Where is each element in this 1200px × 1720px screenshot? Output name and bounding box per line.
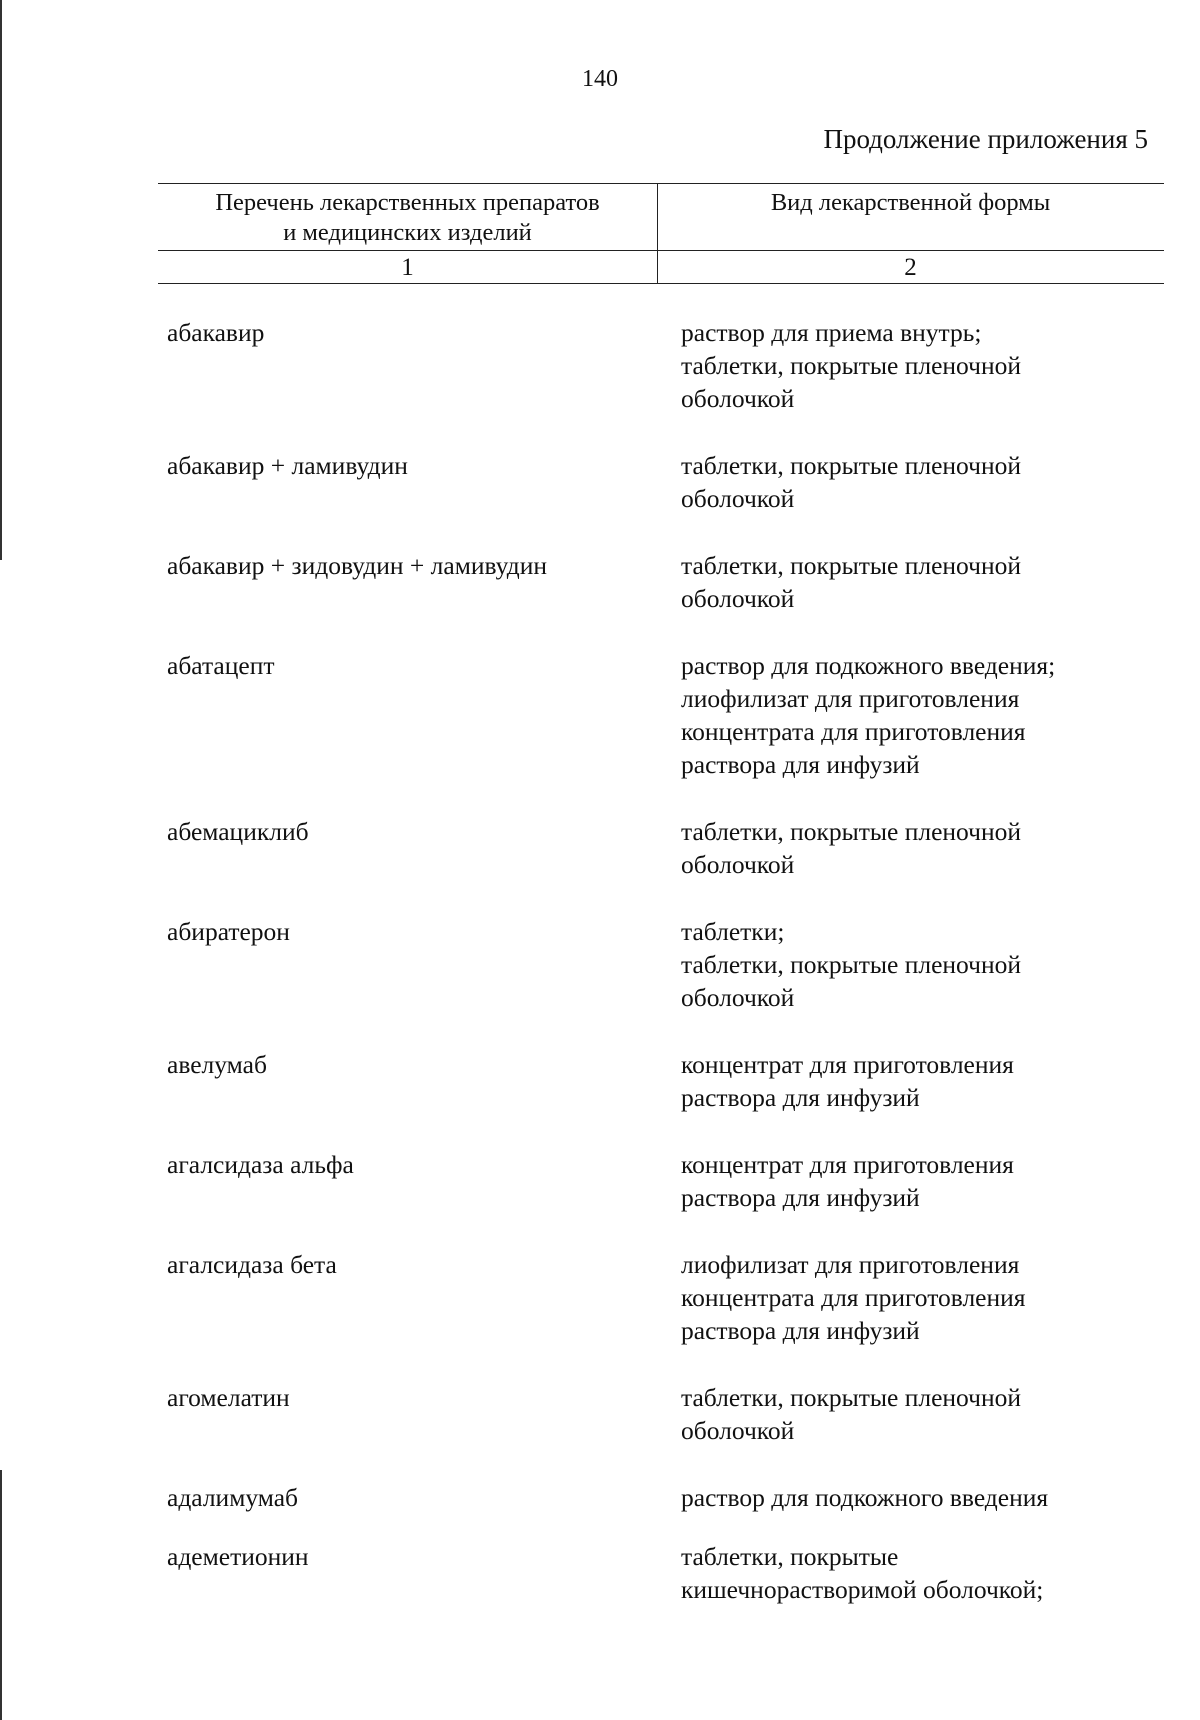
drug-name: агалсидаза бета <box>167 1250 337 1279</box>
dosage-form-line: лиофилизат для приготовления <box>681 1250 1020 1279</box>
column-number-2: 2 <box>904 254 917 281</box>
table-row <box>0 549 1200 615</box>
table-row <box>0 815 1200 881</box>
dosage-form <box>681 1481 1141 1514</box>
dosage-form-line: раствор для подкожного введения; <box>681 651 1056 680</box>
drug-name: агалсидаза альфа <box>167 1150 354 1179</box>
dosage-form-line: оболочкой <box>681 584 795 613</box>
drug-name: абакавир + зидовудин + ламивудин <box>167 551 548 580</box>
header-column-2-line1: Вид лекарственной формы <box>770 189 1051 216</box>
dosage-form-line: раствора для инфузий <box>681 750 920 779</box>
table-row <box>0 915 1200 1014</box>
dosage-form-line: оболочкой <box>681 850 795 879</box>
dosage-form <box>681 316 1141 415</box>
dosage-form-line: раствор для приема внутрь; <box>681 318 982 347</box>
dosage-form <box>681 1248 1141 1347</box>
table-row <box>0 1248 1200 1347</box>
dosage-form-line: раствора для инфузий <box>681 1183 920 1212</box>
dosage-form-line: оболочкой <box>681 1416 795 1445</box>
table-row <box>0 1381 1200 1447</box>
table-row <box>0 1481 1200 1514</box>
table-row <box>0 1540 1200 1606</box>
drug-name: агомелатин <box>167 1383 290 1412</box>
drug-name: адалимумаб <box>167 1483 299 1512</box>
table-row <box>0 449 1200 515</box>
dosage-form-line: таблетки, покрытые пленочной <box>681 950 1022 979</box>
dosage-form-line: концентрата для приготовления <box>681 1283 1026 1312</box>
dosage-form <box>681 815 1141 881</box>
header-column-1-line2: и медицинских изделий <box>283 219 532 246</box>
dosage-form-line: лиофилизат для приготовления <box>681 684 1020 713</box>
dosage-form-line: раствора для инфузий <box>681 1083 920 1112</box>
dosage-form-line: концентрата для приготовления <box>681 717 1026 746</box>
dosage-form-line: таблетки, покрытые пленочной <box>681 451 1022 480</box>
table-header-rule <box>158 250 1164 251</box>
table-body <box>0 316 1200 1640</box>
dosage-form-line: концентрат для приготовления <box>681 1050 1014 1079</box>
table-top-rule <box>158 183 1164 184</box>
dosage-form-line: оболочкой <box>681 983 795 1012</box>
dosage-form <box>681 549 1141 615</box>
drug-name: абиратерон <box>167 917 290 946</box>
dosage-form-line: оболочкой <box>681 384 795 413</box>
dosage-form <box>681 1048 1141 1114</box>
dosage-form-line: раствора для инфузий <box>681 1316 920 1345</box>
table-row <box>0 649 1200 781</box>
drug-name: авелумаб <box>167 1050 267 1079</box>
dosage-form-line: таблетки, покрытые пленочной <box>681 551 1022 580</box>
dosage-form <box>681 915 1141 1014</box>
drug-name: абемациклиб <box>167 817 309 846</box>
dosage-form-line: таблетки; <box>681 917 785 946</box>
dosage-form <box>681 449 1141 515</box>
dosage-form <box>681 1381 1141 1447</box>
appendix-note: Продолжение приложения 5 <box>823 124 1148 154</box>
column-number-1: 1 <box>401 254 414 281</box>
page-number: 140 <box>582 66 618 92</box>
drug-name: абакавир + ламивудин <box>167 451 408 480</box>
header-column-1-line1: Перечень лекарственных препаратов <box>215 189 600 216</box>
dosage-form-line: таблетки, покрытые пленочной <box>681 817 1022 846</box>
dosage-form-line: таблетки, покрытые пленочной <box>681 1383 1022 1412</box>
drug-name: адеметионин <box>167 1542 309 1571</box>
header-column-2 <box>657 188 1164 218</box>
table-number-rule <box>158 283 1164 284</box>
dosage-form-line: таблетки, покрытые <box>681 1542 899 1571</box>
table-row <box>0 1148 1200 1214</box>
dosage-form-line: концентрат для приготовления <box>681 1150 1014 1179</box>
dosage-form-line: раствор для подкожного введения <box>681 1483 1049 1512</box>
table-row <box>0 316 1200 415</box>
dosage-form-line: оболочкой <box>681 484 795 513</box>
drug-name: абакавир <box>167 318 265 347</box>
dosage-form-line: кишечнорастворимой оболочкой; <box>681 1575 1044 1604</box>
dosage-form <box>681 1148 1141 1214</box>
drug-name: абатацепт <box>167 651 275 680</box>
dosage-form <box>681 649 1141 781</box>
table-row <box>0 1048 1200 1114</box>
header-column-1 <box>158 188 657 248</box>
dosage-form-line: таблетки, покрытые пленочной <box>681 351 1022 380</box>
dosage-form <box>681 1540 1141 1606</box>
